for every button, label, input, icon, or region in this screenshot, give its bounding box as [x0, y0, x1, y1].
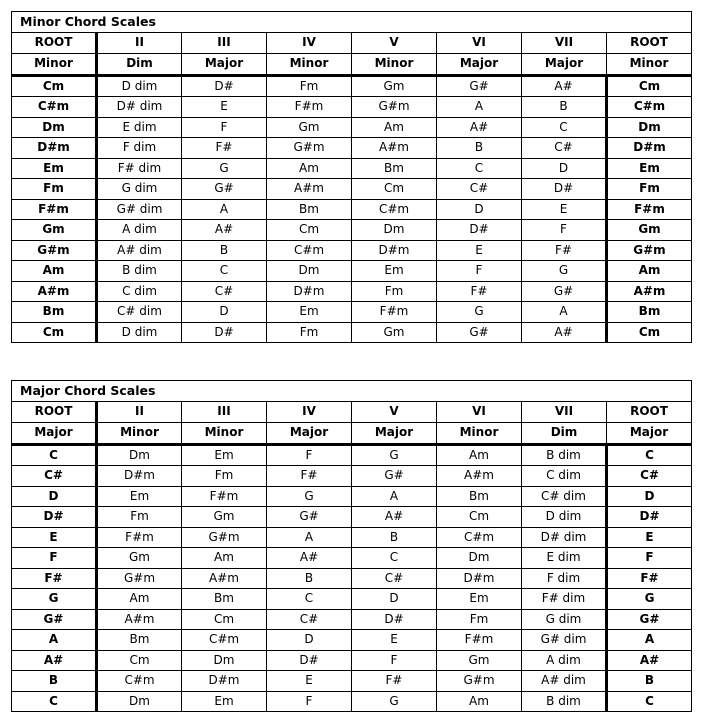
chord-cell: A# — [267, 548, 352, 569]
root-chord-cell: C — [607, 691, 692, 712]
chord-cell: C dim — [522, 466, 607, 487]
root-chord-cell: F#m — [12, 199, 97, 220]
column-header: V — [352, 32, 437, 53]
chord-cell: F — [267, 691, 352, 712]
chord-cell: E dim — [97, 117, 182, 138]
chord-cell: Gm — [182, 507, 267, 528]
chord-cell: A#m — [437, 466, 522, 487]
column-header: Minor — [607, 53, 692, 75]
chord-cell: Em — [182, 444, 267, 466]
root-chord-cell: D# — [12, 507, 97, 528]
chord-cell: G# — [182, 179, 267, 200]
root-chord-cell: Fm — [607, 179, 692, 200]
column-header: II — [97, 401, 182, 422]
table-row — [12, 691, 692, 712]
chord-cell: A# — [182, 220, 267, 241]
chord-cell: C#m — [97, 671, 182, 692]
root-chord-cell: Cm — [12, 75, 97, 97]
chord-cell: B — [352, 527, 437, 548]
column-header: ROOT — [607, 401, 692, 422]
root-chord-cell: Am — [607, 261, 692, 282]
chord-cell: A — [352, 486, 437, 507]
table-row — [12, 548, 692, 569]
chord-cell: D# — [437, 220, 522, 241]
chord-cell: C — [267, 589, 352, 610]
chord-cell: C# — [267, 609, 352, 630]
chord-cell: F# dim — [97, 158, 182, 179]
chord-cell: C# — [352, 568, 437, 589]
table-row — [12, 507, 692, 528]
root-chord-cell: G — [12, 589, 97, 610]
chord-cell: Em — [267, 302, 352, 323]
chord-cell: B — [182, 240, 267, 261]
root-chord-cell: A — [12, 630, 97, 651]
column-header: Dim — [97, 53, 182, 75]
chord-cell: B — [522, 97, 607, 118]
chord-cell: A#m — [182, 568, 267, 589]
chord-cell: D — [522, 158, 607, 179]
root-chord-cell: C#m — [607, 97, 692, 118]
root-chord-cell: B — [607, 671, 692, 692]
chord-cell: D# dim — [97, 97, 182, 118]
chord-cell: G# dim — [522, 630, 607, 651]
table-row — [12, 466, 692, 487]
chord-cell: B — [437, 138, 522, 159]
column-header: VI — [437, 32, 522, 53]
column-header: ROOT — [607, 32, 692, 53]
table-row — [12, 158, 692, 179]
chord-cell: G#m — [97, 568, 182, 589]
root-chord-cell: C# — [12, 466, 97, 487]
root-chord-cell: Am — [12, 261, 97, 282]
chord-cell: D dim — [522, 507, 607, 528]
table-row — [12, 589, 692, 610]
chord-cell: F#m — [437, 630, 522, 651]
column-header: Minor — [267, 53, 352, 75]
chord-cell: Gm — [437, 650, 522, 671]
chord-cell: D#m — [267, 281, 352, 302]
column-header: Major — [267, 422, 352, 444]
table-row — [12, 97, 692, 118]
chord-cell: Cm — [267, 220, 352, 241]
chord-cell: F#m — [267, 97, 352, 118]
chord-cell: E — [182, 97, 267, 118]
chord-cell: A# dim — [97, 240, 182, 261]
root-chord-cell: C — [12, 444, 97, 466]
column-header: Major — [522, 53, 607, 75]
chord-cell: Cm — [437, 507, 522, 528]
chord-cell: D# — [522, 179, 607, 200]
column-header: Major — [352, 422, 437, 444]
chord-cell: G dim — [522, 609, 607, 630]
chord-cell: B — [267, 568, 352, 589]
column-header: Major — [437, 53, 522, 75]
table-row — [12, 261, 692, 282]
chord-cell: F# — [437, 281, 522, 302]
root-chord-cell: Gm — [12, 220, 97, 241]
minor-chord-scales-table — [11, 11, 692, 343]
chord-cell: A — [267, 527, 352, 548]
root-chord-cell: F — [12, 548, 97, 569]
chord-cell: C#m — [182, 630, 267, 651]
chord-cell: Fm — [97, 507, 182, 528]
root-chord-cell: Cm — [607, 75, 692, 97]
chord-cell: A# — [352, 507, 437, 528]
table-row — [12, 444, 692, 466]
column-header: Minor — [352, 53, 437, 75]
table-row — [12, 199, 692, 220]
chord-cell: D# dim — [522, 527, 607, 548]
chord-cell: D#m — [182, 671, 267, 692]
chord-cell: C# dim — [522, 486, 607, 507]
table-title: Minor Chord Scales — [12, 12, 692, 33]
root-chord-cell: B — [12, 671, 97, 692]
chord-cell: B dim — [522, 691, 607, 712]
root-chord-cell: G# — [607, 609, 692, 630]
root-chord-cell: A#m — [12, 281, 97, 302]
root-chord-cell: A# — [12, 650, 97, 671]
chord-cell: G dim — [97, 179, 182, 200]
column-header: Major — [12, 422, 97, 444]
column-header: VII — [522, 401, 607, 422]
chord-cell: Bm — [182, 589, 267, 610]
root-chord-cell: E — [607, 527, 692, 548]
chord-cell: C#m — [352, 199, 437, 220]
chord-cell: A — [437, 97, 522, 118]
chord-cell: A#m — [352, 138, 437, 159]
root-chord-cell: G#m — [12, 240, 97, 261]
chord-cell: F dim — [97, 138, 182, 159]
header-row — [12, 422, 692, 444]
chord-cell: C#m — [267, 240, 352, 261]
column-header: III — [182, 401, 267, 422]
chord-cell: D — [352, 589, 437, 610]
column-header: Minor — [437, 422, 522, 444]
chord-cell: G — [352, 444, 437, 466]
chord-cell: G# — [352, 466, 437, 487]
chord-cell: Fm — [352, 281, 437, 302]
chord-cell: C# dim — [97, 302, 182, 323]
chord-cell: G — [182, 158, 267, 179]
chord-cell: Em — [352, 261, 437, 282]
chord-cell: C# — [182, 281, 267, 302]
root-chord-cell: Bm — [607, 302, 692, 323]
chord-cell: D# — [182, 322, 267, 343]
root-chord-cell: G#m — [607, 240, 692, 261]
column-header: Minor — [182, 422, 267, 444]
chord-cell: A dim — [97, 220, 182, 241]
column-header: ROOT — [12, 401, 97, 422]
chord-cell: Dm — [352, 220, 437, 241]
chord-cell: D# — [182, 75, 267, 97]
chord-cell: Dm — [97, 691, 182, 712]
chord-cell: G# dim — [97, 199, 182, 220]
table-row — [12, 302, 692, 323]
table-row — [12, 568, 692, 589]
table-row — [12, 138, 692, 159]
chord-cell: F# — [267, 466, 352, 487]
chord-cell: F dim — [522, 568, 607, 589]
chord-cell: Fm — [267, 75, 352, 97]
root-chord-cell: D#m — [12, 138, 97, 159]
chord-cell: D#m — [97, 466, 182, 487]
chord-cell: D dim — [97, 75, 182, 97]
chord-cell: F# — [352, 671, 437, 692]
chord-cell: C dim — [97, 281, 182, 302]
table-row — [12, 650, 692, 671]
chord-cell: Dm — [267, 261, 352, 282]
chord-cell: Cm — [97, 650, 182, 671]
chord-cell: A# — [522, 322, 607, 343]
root-chord-cell: C — [12, 691, 97, 712]
chord-cell: Em — [182, 691, 267, 712]
chord-cell: Gm — [97, 548, 182, 569]
column-header: Major — [607, 422, 692, 444]
chord-cell: Fm — [437, 609, 522, 630]
chord-cell: G# — [437, 322, 522, 343]
root-chord-cell: D — [607, 486, 692, 507]
column-header: VII — [522, 32, 607, 53]
chord-cell: G# — [437, 75, 522, 97]
header-row — [12, 53, 692, 75]
chord-cell: Fm — [182, 466, 267, 487]
chord-cell: E — [437, 240, 522, 261]
chord-cell: A — [522, 302, 607, 323]
root-chord-cell: Dm — [12, 117, 97, 138]
chord-cell: D#m — [352, 240, 437, 261]
major-chord-scales-table — [11, 380, 692, 712]
chord-cell: E dim — [522, 548, 607, 569]
root-chord-cell: D — [12, 486, 97, 507]
chord-cell: G#m — [437, 671, 522, 692]
chord-cell: D — [267, 630, 352, 651]
chord-cell: Gm — [352, 322, 437, 343]
column-header: IV — [267, 401, 352, 422]
column-header: V — [352, 401, 437, 422]
chord-cell: A# — [522, 75, 607, 97]
root-chord-cell: C — [607, 444, 692, 466]
chord-cell: G# — [267, 507, 352, 528]
chord-cell: Fm — [267, 322, 352, 343]
chord-cell: Em — [97, 486, 182, 507]
chord-cell: F# — [182, 138, 267, 159]
table-row — [12, 117, 692, 138]
table-row — [12, 486, 692, 507]
table-row — [12, 527, 692, 548]
column-header: Dim — [522, 422, 607, 444]
table-row — [12, 322, 692, 343]
table-row — [12, 671, 692, 692]
chord-cell: Am — [267, 158, 352, 179]
chord-cell: Am — [437, 691, 522, 712]
chord-cell: E — [522, 199, 607, 220]
chord-cell: Bm — [437, 486, 522, 507]
chord-cell: D# — [267, 650, 352, 671]
column-header: III — [182, 32, 267, 53]
chord-cell: G — [522, 261, 607, 282]
table-row — [12, 240, 692, 261]
chord-cell: C# — [437, 179, 522, 200]
root-chord-cell: Fm — [12, 179, 97, 200]
root-chord-cell: Em — [607, 158, 692, 179]
root-chord-cell: C#m — [12, 97, 97, 118]
chord-cell: Bm — [97, 630, 182, 651]
chord-cell: C — [437, 158, 522, 179]
chord-cell: G#m — [352, 97, 437, 118]
table-title: Major Chord Scales — [12, 381, 692, 402]
chord-cell: Gm — [352, 75, 437, 97]
chord-cell: E — [352, 630, 437, 651]
root-chord-cell: G# — [12, 609, 97, 630]
chord-cell: Cm — [182, 609, 267, 630]
chord-cell: Bm — [352, 158, 437, 179]
chord-cell: Dm — [437, 548, 522, 569]
chord-cell: G#m — [182, 527, 267, 548]
chord-cell: A# dim — [522, 671, 607, 692]
chord-cell: D — [437, 199, 522, 220]
chord-cell: F#m — [182, 486, 267, 507]
table-row — [12, 281, 692, 302]
chord-cell: A — [182, 199, 267, 220]
chord-cell: A dim — [522, 650, 607, 671]
chord-cell: C — [182, 261, 267, 282]
chord-cell: F — [352, 650, 437, 671]
chord-cell: G — [437, 302, 522, 323]
chord-cell: F — [267, 444, 352, 466]
chord-cell: A# — [437, 117, 522, 138]
chord-cell: F#m — [352, 302, 437, 323]
chord-cell: F# — [522, 240, 607, 261]
chord-cell: F — [437, 261, 522, 282]
chord-cell: F# dim — [522, 589, 607, 610]
header-row — [12, 32, 692, 53]
root-chord-cell: A#m — [607, 281, 692, 302]
root-chord-cell: E — [12, 527, 97, 548]
root-chord-cell: Gm — [607, 220, 692, 241]
table-row — [12, 75, 692, 97]
header-row — [12, 401, 692, 422]
chord-cell: G# — [522, 281, 607, 302]
table-row — [12, 220, 692, 241]
chord-cell: F — [522, 220, 607, 241]
chord-cell: G — [352, 691, 437, 712]
chord-cell: Am — [352, 117, 437, 138]
chord-cell: Dm — [182, 650, 267, 671]
root-chord-cell: Em — [12, 158, 97, 179]
chord-cell: F — [182, 117, 267, 138]
root-chord-cell: Dm — [607, 117, 692, 138]
chord-cell: C — [522, 117, 607, 138]
root-chord-cell: Bm — [12, 302, 97, 323]
root-chord-cell: Cm — [12, 322, 97, 343]
column-header: Minor — [97, 422, 182, 444]
chord-cell: D — [182, 302, 267, 323]
column-header: IV — [267, 32, 352, 53]
chord-cell: Cm — [352, 179, 437, 200]
column-header: ROOT — [12, 32, 97, 53]
chord-cell: D# — [352, 609, 437, 630]
chord-cell: Am — [97, 589, 182, 610]
chord-cell: Bm — [267, 199, 352, 220]
chord-cell: B dim — [97, 261, 182, 282]
column-header: VI — [437, 401, 522, 422]
chord-cell: C#m — [437, 527, 522, 548]
chord-cell: E — [267, 671, 352, 692]
column-header: Minor — [12, 53, 97, 75]
chord-cell: C — [352, 548, 437, 569]
chord-cell: C# — [522, 138, 607, 159]
chord-cell: G — [267, 486, 352, 507]
chord-cell: Am — [182, 548, 267, 569]
chord-cell: Gm — [267, 117, 352, 138]
root-chord-cell: F#m — [607, 199, 692, 220]
chord-cell: G#m — [267, 138, 352, 159]
root-chord-cell: C# — [607, 466, 692, 487]
root-chord-cell: Cm — [607, 322, 692, 343]
chord-cell: D dim — [97, 322, 182, 343]
chord-cell: A#m — [267, 179, 352, 200]
root-chord-cell: F — [607, 548, 692, 569]
chord-cell: D#m — [437, 568, 522, 589]
root-chord-cell: D# — [607, 507, 692, 528]
chord-cell: Em — [437, 589, 522, 610]
chord-cell: B dim — [522, 444, 607, 466]
chord-cell: Dm — [97, 444, 182, 466]
table-row — [12, 179, 692, 200]
root-chord-cell: F# — [607, 568, 692, 589]
root-chord-cell: D#m — [607, 138, 692, 159]
table-row — [12, 630, 692, 651]
root-chord-cell: A# — [607, 650, 692, 671]
column-header: Major — [182, 53, 267, 75]
table-row — [12, 609, 692, 630]
root-chord-cell: F# — [12, 568, 97, 589]
chord-cell: A#m — [97, 609, 182, 630]
chord-cell: F#m — [97, 527, 182, 548]
root-chord-cell: G — [607, 589, 692, 610]
root-chord-cell: A — [607, 630, 692, 651]
column-header: II — [97, 32, 182, 53]
chord-cell: Am — [437, 444, 522, 466]
